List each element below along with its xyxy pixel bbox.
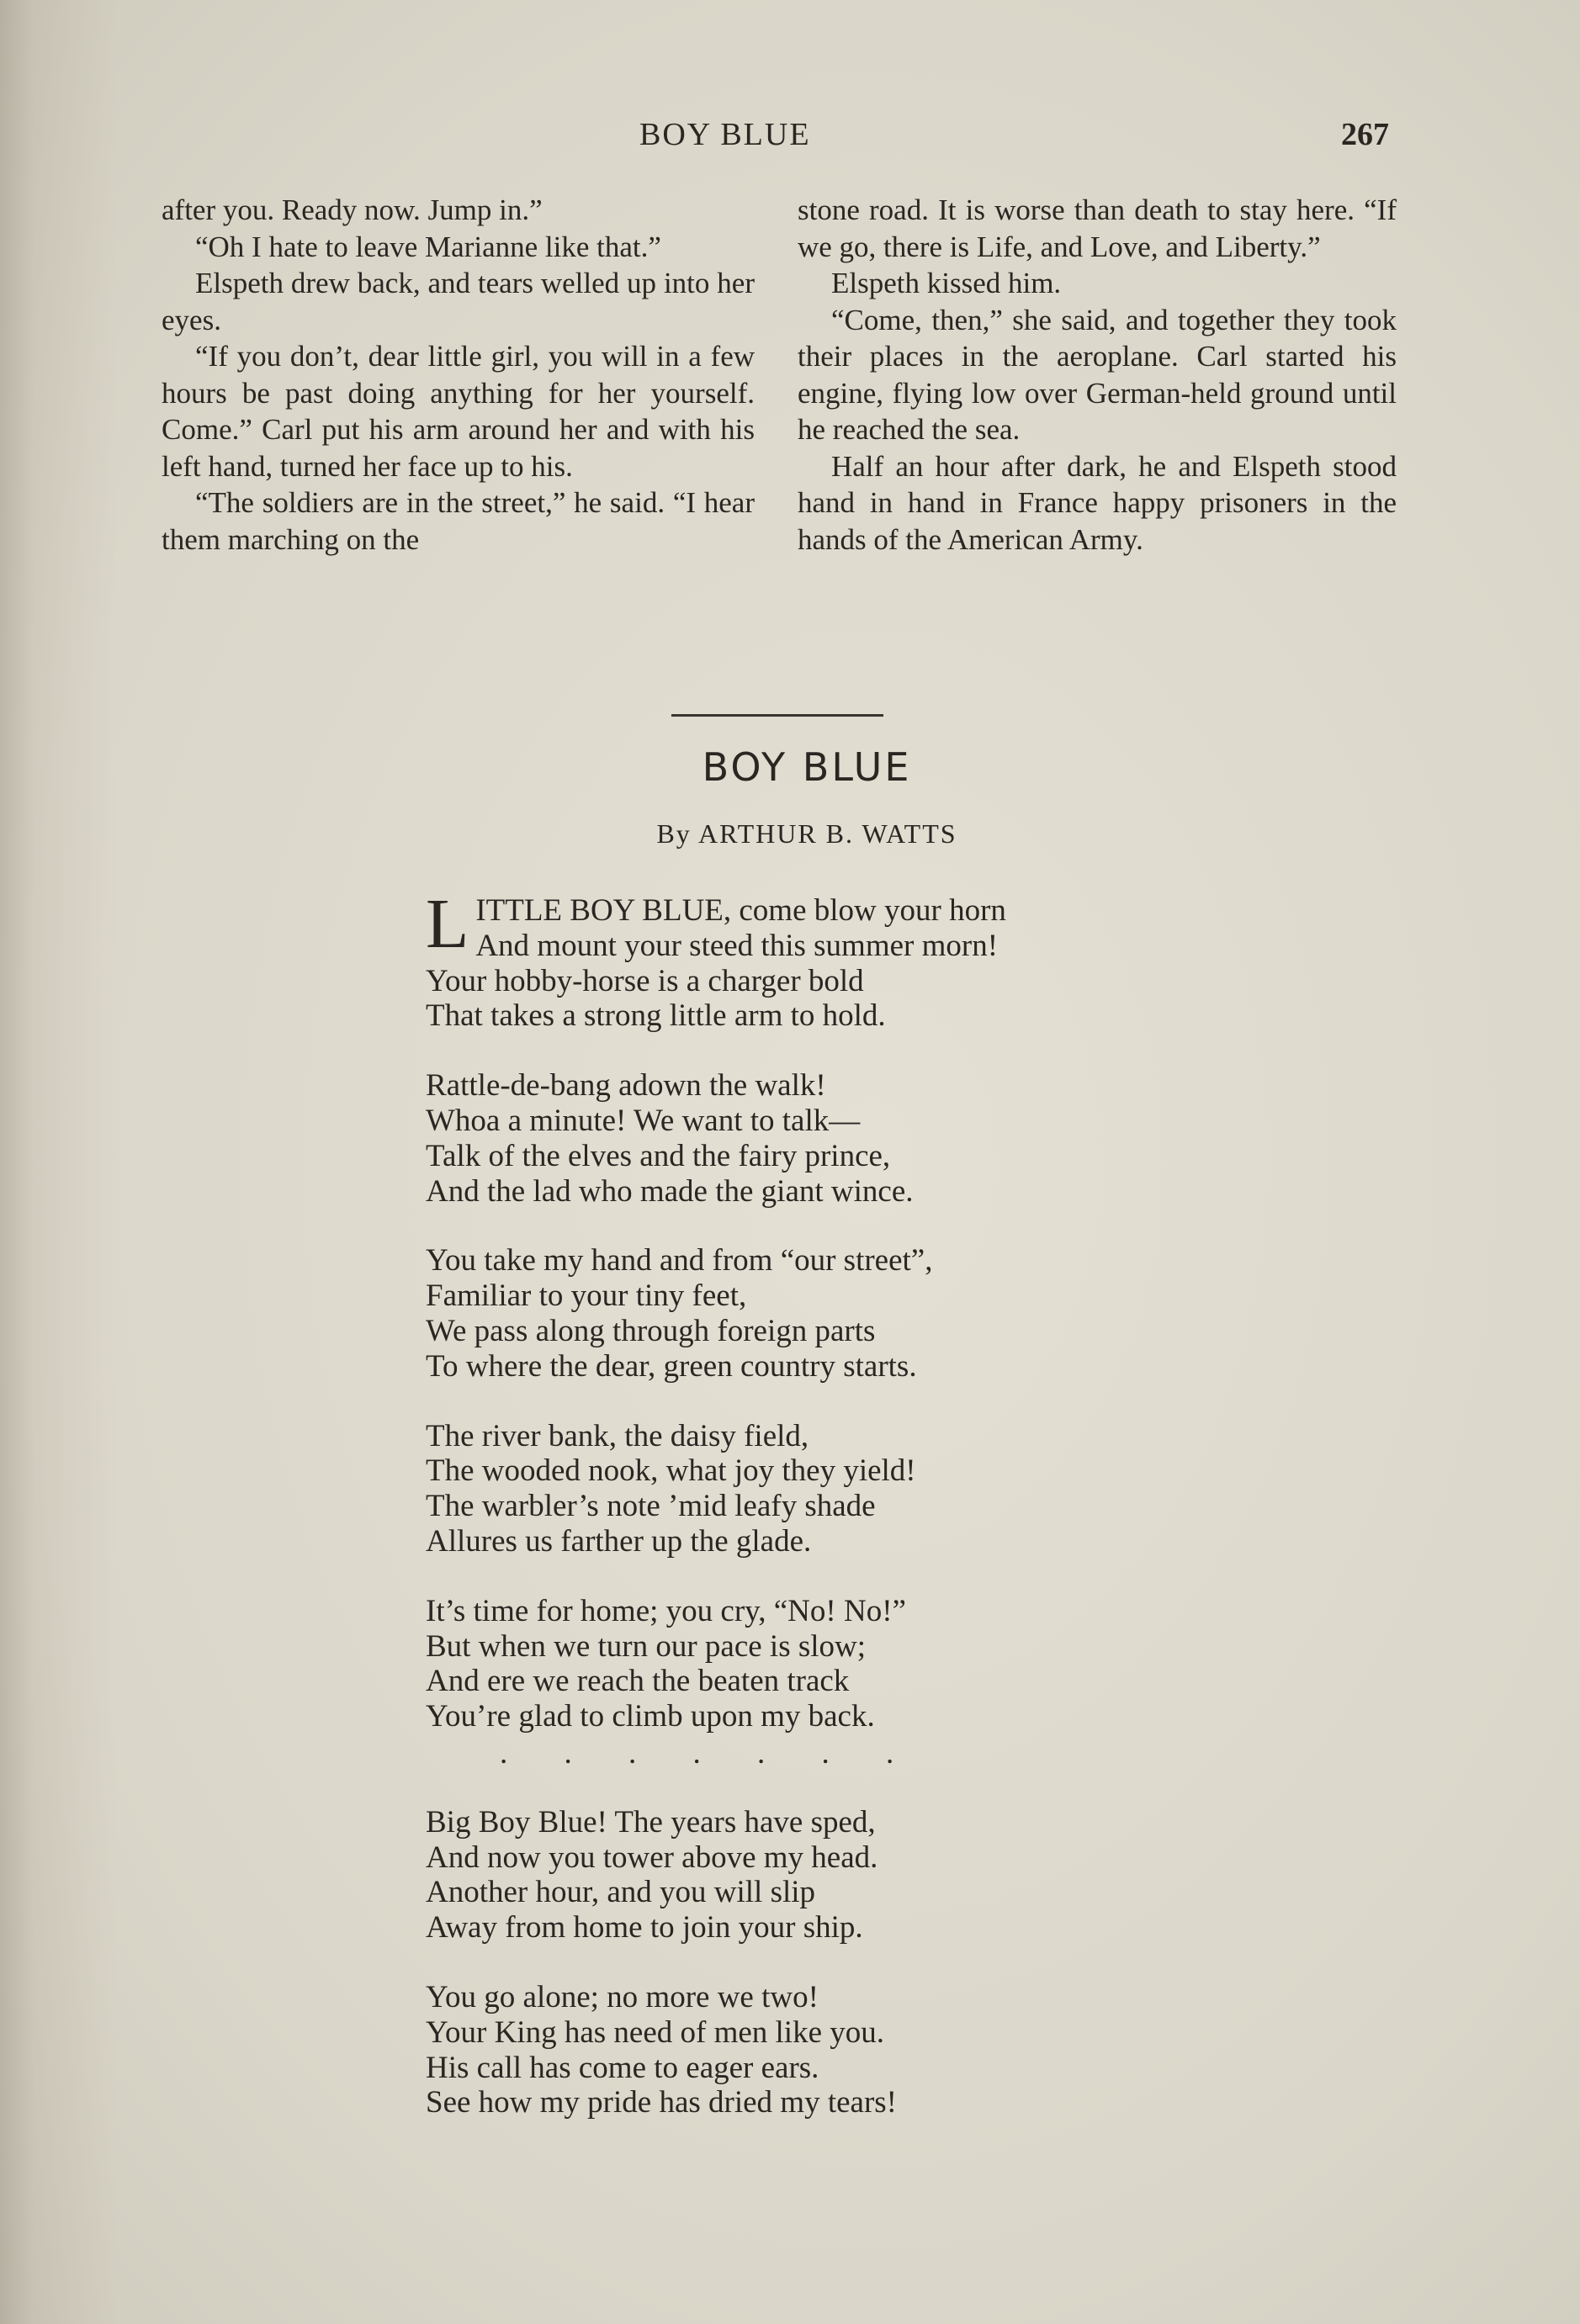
poem-stanza <box>426 885 1183 1034</box>
poem-line: Whoa a minute! We want to talk— <box>426 1103 861 1138</box>
story-left-column <box>162 192 755 558</box>
paragraph: “The soldiers are in the street,” he said. “I hear them marching on the <box>162 486 755 556</box>
paragraph: Elspeth drew back, and tears welled up into her eyes. <box>162 267 755 336</box>
poem-line: The warbler’s note ’mid leafy shade <box>426 1489 876 1524</box>
poem-line: See how my pride has dried my tears! <box>426 2085 897 2120</box>
page-number: 267 <box>1341 117 1389 152</box>
poem-title: BOY BLUE <box>702 744 912 790</box>
paragraph: Elspeth kissed him. <box>831 267 1062 299</box>
poem-stanza <box>426 1243 1183 1384</box>
poem-line: Your hobby-horse is a charger bold <box>426 963 864 998</box>
poem-byline: By ARTHUR B. WATTS <box>656 818 957 849</box>
paragraph: Half an hour after dark, he and Elspeth stood hand in hand in France happy prisoners in the hands of the American Army. <box>798 449 1397 556</box>
poem-line: Allures us farther up the glade. <box>426 1523 812 1559</box>
poem-line: Your King has need of men like you. <box>426 2014 885 2050</box>
poem-line: We pass along through foreign parts <box>426 1313 876 1348</box>
poem-line: And ere we reach the beaten track <box>426 1664 850 1699</box>
poem-line: And the lad who made the giant wince. <box>426 1173 914 1209</box>
poem-line: And mount your steed this summer morn! <box>475 928 999 963</box>
section-divider <box>671 714 883 717</box>
poem-line: The wooded nook, what joy they yield! <box>426 1453 916 1489</box>
poem-line: That takes a strong little arm to hold. <box>426 998 886 1034</box>
poem-line: To where the dear, green country starts. <box>426 1348 917 1384</box>
poem-line: Rattle-de-bang adown the walk! <box>426 1068 826 1104</box>
poem-line: ITTLE BOY BLUE, come blow your horn <box>475 893 1006 928</box>
poem-stanza <box>426 1594 1183 1734</box>
paragraph: stone road. It is worse than death to stay here. “If we go, there is Life, and Love, and Liberty.” <box>798 193 1397 263</box>
poem-line: The river bank, the daisy field, <box>426 1418 809 1453</box>
poem-stanza <box>426 1068 1183 1209</box>
drop-cap: L <box>426 885 469 963</box>
poem-line: Away from home to join your ship. <box>426 1910 863 1945</box>
poem-line: You take my hand and from “our street”, <box>426 1243 933 1278</box>
poem-line: You go alone; no more we two! <box>426 1979 819 2014</box>
poem-line: But when we turn our pace is slow; <box>426 1628 867 1664</box>
poem-line: Talk of the elves and the fairy prince, <box>426 1138 891 1173</box>
paragraph: “Oh I hate to leave Marianne like that.” <box>195 230 661 263</box>
paragraph: “Come, then,” she said, and together they took their places in the aeroplane. Carl started his engine, flying low over German-held ground until he reached the sea. <box>798 303 1397 446</box>
poem-line: Familiar to your tiny feet, <box>426 1278 747 1314</box>
poem-line: And now you tower above my head. <box>426 1840 878 1875</box>
poem-line: Another hour, and you will slip <box>426 1875 816 1910</box>
running-head: BOY BLUE <box>639 117 811 152</box>
paragraph: after you. Ready now. Jump in.” <box>162 193 543 226</box>
poem-body <box>426 885 1183 2155</box>
ellipsis-separator: . . . . . . . <box>500 1735 894 1771</box>
poem-line: His call has come to eager ears. <box>426 2050 819 2085</box>
poem-line: It’s time for home; you cry, “No! No!” <box>426 1593 906 1628</box>
poem-line: Big Boy Blue! The years have sped, <box>426 1804 876 1840</box>
poem-stanza <box>426 1419 1183 1559</box>
story-right-column <box>798 192 1397 558</box>
poem-stanza <box>426 1805 1183 1945</box>
paragraph: “If you don’t, dear little girl, you will in a few hours be past doing anything for her yourself. Come.” Carl put his arm around her and with his left hand, turned her face up to his. <box>162 340 755 483</box>
poem-line: You’re glad to climb upon my back. <box>426 1699 875 1734</box>
poem-stanza <box>426 1980 1183 2120</box>
